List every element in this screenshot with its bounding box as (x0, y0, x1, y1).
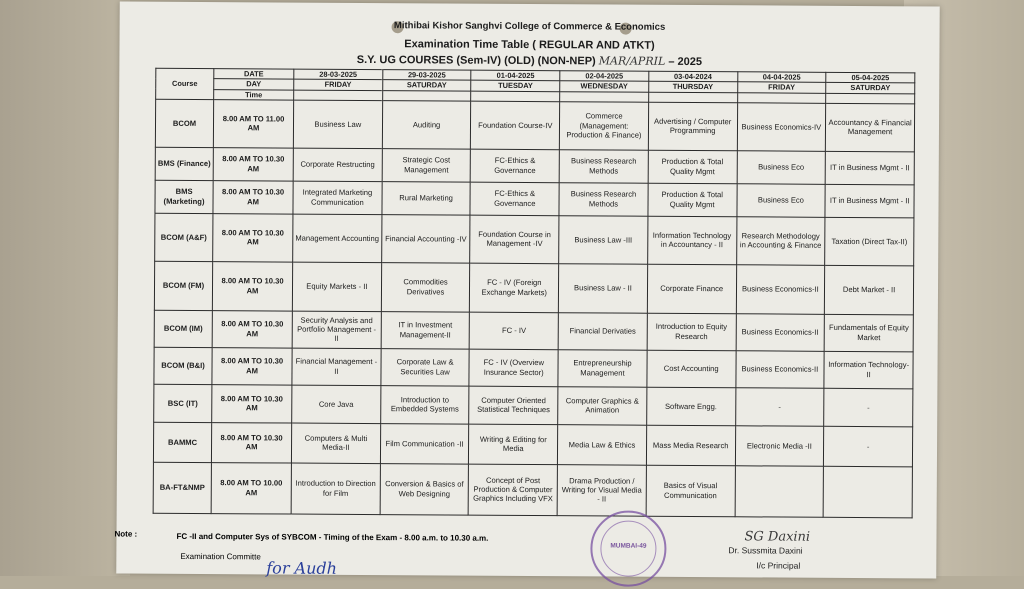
table-row (155, 99, 914, 152)
subject-cell: FC - IV (470, 312, 559, 350)
subtitle-printed: S.Y. UG COURSES (Sem-IV) (OLD) (NON-NEP) (356, 53, 596, 68)
subject-cell: Computers & Multi Media-II (291, 423, 380, 464)
subtitle-handwritten: MAR/APRIL (598, 54, 666, 68)
subject-cell: Rural Marketing (382, 181, 471, 215)
subject-cell: Fundamentals of Equity Market (824, 314, 913, 352)
principal-signature: SG Daxini (744, 529, 811, 545)
table-row (153, 422, 912, 467)
subject-cell: Business Economics-II (736, 314, 825, 352)
day-label: DAY (214, 79, 294, 90)
subject-cell: Financial Accounting -IV (381, 214, 470, 263)
exam-time: 8.00 AM TO 10.30 AM (213, 213, 293, 261)
exam-time: 8.00 AM TO 10.30 AM (213, 180, 293, 213)
college-seal-text: MUMBAI-49 (610, 542, 647, 550)
day-cell: FRIDAY (294, 79, 383, 90)
desk-background-left (0, 0, 130, 576)
course-name: BCOM (A&F) (155, 213, 213, 261)
principal-title: I/c Principal (756, 560, 801, 571)
exam-timetable (153, 68, 916, 518)
date-cell: 01-04-2025 (471, 70, 560, 81)
empty-cell (471, 91, 560, 102)
subject-cell: Core Java (292, 385, 381, 424)
empty-cell (560, 91, 649, 102)
subject-cell: Basics of Visual Communication (646, 465, 735, 517)
subject-cell: Business Economics-II (735, 351, 824, 389)
table-row (154, 261, 913, 315)
table-row (154, 310, 913, 352)
subject-cell: Business Economics-II (736, 265, 825, 315)
subject-cell: Equity Markets - II (292, 262, 381, 312)
subject-cell: Introduction to Embedded Systems (380, 385, 469, 424)
subject-cell: Media Law & Ethics (558, 424, 647, 465)
subject-cell: Cost Accounting (647, 350, 736, 388)
day-cell: SATURDAY (826, 83, 915, 94)
exam-time: 8.00 AM TO 10.30 AM (212, 261, 292, 310)
table-row (155, 213, 914, 266)
subject-cell: Writing & Editing for Media (469, 424, 558, 465)
timetable-title: Examination Time Table ( REGULAR AND ATKT) (404, 38, 655, 52)
course-name: BAMMC (153, 422, 211, 462)
subject-cell: Management Accounting (293, 214, 382, 263)
timetable-sheet (116, 2, 939, 579)
day-cell: WEDNESDAY (560, 81, 649, 92)
time-label: Time (214, 89, 294, 100)
subject-cell: Business Eco (736, 184, 825, 218)
empty-cell (826, 93, 915, 104)
subject-cell: Production & Total Quality Mgmt (648, 150, 737, 184)
subject-cell: Taxation (Direct Tax-II) (825, 217, 914, 266)
date-cell: 28-03-2025 (294, 69, 383, 80)
subject-cell: Strategic Cost Management (382, 148, 471, 182)
course-name: BCOM (FM) (154, 261, 212, 310)
exam-time: 8.00 AM TO 11.00 AM (213, 99, 293, 147)
empty-cell (648, 92, 737, 103)
note-label: Note : (114, 529, 138, 539)
subject-cell: FC - IV (Foreign Exchange Markets) (470, 263, 559, 313)
exam-time: 8.00 AM TO 10.30 AM (212, 384, 292, 422)
exam-time: 8.00 AM TO 10.30 AM (213, 147, 293, 180)
subject-cell: Debt Market - II (825, 265, 914, 315)
empty-cell (382, 90, 471, 101)
subject-cell: Business Law -III (559, 215, 648, 264)
subject-cell (823, 466, 912, 518)
note-text: FC -II and Computer Sys of SYBCOM - Timing of the Exam - 8.00 a.m. to 10.30 a.m. (176, 531, 489, 543)
subject-cell: Business Eco (737, 151, 826, 185)
subject-cell: Computer Graphics & Animation (558, 386, 647, 425)
course-name: BCOM (IM) (154, 310, 212, 347)
subject-cell: Electronic Media -II (735, 426, 824, 467)
date-cell: 03-04-2024 (649, 71, 738, 82)
subject-cell: Film Communication -II (380, 423, 469, 464)
subject-cell: Business Economics-IV (737, 103, 826, 152)
subject-cell: IT in Investment Management-II (381, 311, 470, 349)
empty-cell (737, 92, 826, 103)
table-row (155, 147, 914, 185)
subject-cell: FC - IV (Overview Insurance Sector) (469, 349, 558, 387)
course-header: Course (156, 68, 214, 99)
committee-signature: for Audh (266, 558, 338, 578)
course-name: BCOM (B&I) (154, 347, 212, 384)
course-name: BMS (Finance) (155, 147, 213, 180)
day-cell: SATURDAY (382, 80, 471, 91)
subject-cell: - (824, 388, 913, 427)
course-name: BCOM (155, 99, 213, 147)
subject-cell: Financial Management -II (292, 348, 381, 386)
date-label: DATE (214, 69, 294, 80)
empty-cell (294, 90, 383, 101)
principal-name: Dr. Sussmita Daxini (728, 545, 803, 556)
day-cell: FRIDAY (737, 82, 826, 93)
subject-cell: Information Technology-II (824, 351, 913, 389)
subject-cell: FC-Ethics & Governance (470, 182, 559, 216)
subject-cell: Concept of Post Production & Computer Graphics Including VFX (469, 464, 558, 516)
subject-cell: Foundation Course-IV (471, 101, 560, 150)
subject-cell: Business Research Methods (559, 149, 648, 183)
subject-cell: Production & Total Quality Mgmt (648, 183, 737, 217)
college-name: Mithibai Kishor Sanghvi College of Commerce & Economics (393, 20, 666, 33)
subject-cell: Accountancy & Financial Management (826, 103, 915, 152)
subject-cell: Corporate Law & Securities Law (381, 348, 470, 386)
date-cell: 04-04-2025 (737, 72, 826, 83)
subject-cell: Computer Oriented Statistical Techniques (469, 386, 558, 425)
subject-cell: Software Engg. (646, 387, 735, 426)
subject-cell: Integrated Marketing Communication (293, 181, 382, 215)
exam-time: 8.00 AM TO 10.00 AM (211, 462, 291, 513)
subject-cell: Corporate Finance (647, 264, 736, 314)
table-row (154, 384, 913, 427)
date-cell: 02-04-2025 (560, 71, 649, 82)
subject-cell: Commodities Derivatives (381, 262, 470, 312)
subject-cell: IT in Business Mgmt - II (825, 151, 914, 185)
date-cell: 05-04-2025 (826, 72, 915, 83)
subject-cell: Business Law (293, 100, 382, 149)
subject-cell: - (735, 388, 824, 427)
subject-cell: IT in Business Mgmt - II (825, 184, 914, 218)
subject-cell: - (824, 426, 913, 467)
subject-cell: Foundation Course in Management -IV (470, 215, 559, 264)
subject-cell: Conversion & Basics of Web Designing (380, 463, 469, 515)
subject-cell: Security Analysis and Portfolio Management - II (292, 311, 381, 349)
subtitle-year: – 2025 (668, 55, 703, 69)
day-cell: TUESDAY (471, 80, 560, 91)
course-name: BA-FT&NMP (153, 462, 211, 513)
subject-cell: Auditing (382, 100, 471, 149)
subject-cell: Mass Media Research (646, 425, 735, 466)
subject-cell: Financial Derivaties (558, 312, 647, 350)
subject-cell: Information Technology in Accountancy - II (647, 216, 736, 265)
subject-cell: Drama Production / Writing for Visual Media - II (557, 464, 646, 516)
table-row (155, 180, 914, 218)
subject-cell: Commerce (Management: Production & Finance) (559, 101, 648, 150)
subject-cell: Introduction to Equity Research (647, 313, 736, 351)
day-cell: THURSDAY (649, 81, 738, 92)
course-name: BSC (IT) (154, 384, 212, 422)
subject-cell: Business Law - II (558, 263, 647, 313)
exam-time: 8.00 AM TO 10.30 AM (212, 310, 292, 347)
exam-time: 8.00 AM TO 10.30 AM (211, 422, 291, 462)
subject-cell: FC-Ethics & Governance (471, 149, 560, 183)
table-row (153, 462, 912, 518)
timetable-subtitle (119, 51, 939, 69)
subject-cell: Research Methodology in Accounting & Finance (736, 217, 825, 266)
date-cell: 29-03-2025 (382, 70, 471, 81)
subject-cell: Advertising / Computer Programming (648, 102, 737, 151)
college-seal (590, 510, 666, 586)
examination-committee: Examination Committe (180, 551, 261, 562)
table-row (154, 347, 913, 389)
subject-cell: Entrepreneurship Management (558, 349, 647, 387)
subject-cell: Corporate Restructing (293, 148, 382, 182)
exam-time: 8.00 AM TO 10.30 AM (212, 347, 292, 384)
subject-cell: Business Research Methods (559, 182, 648, 216)
course-name: BMS (Marketing) (155, 180, 213, 213)
subject-cell: Introduction to Direction for Film (291, 463, 380, 515)
subject-cell (735, 466, 824, 518)
